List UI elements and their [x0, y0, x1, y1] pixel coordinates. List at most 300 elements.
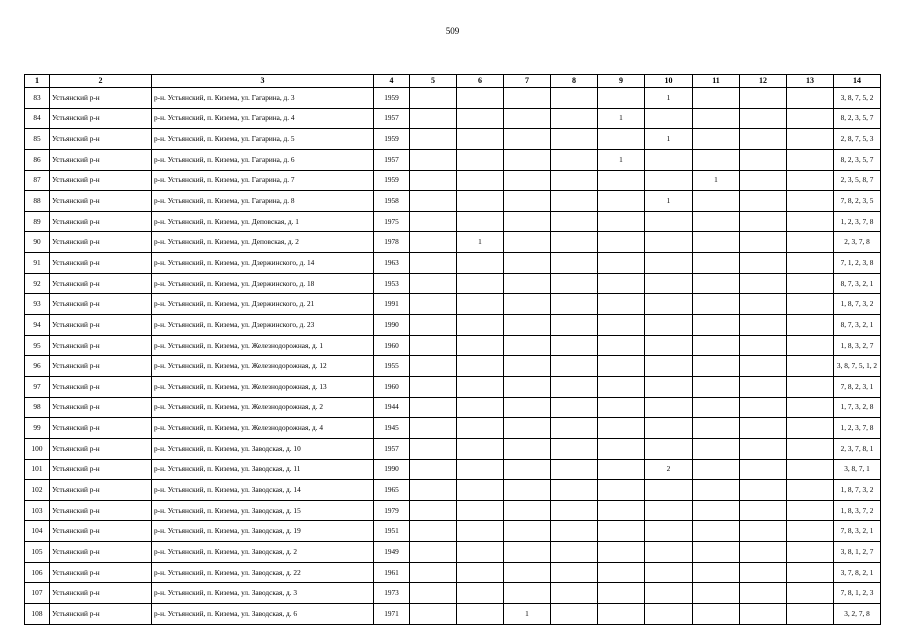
cell-year: 1955 — [374, 356, 410, 377]
cell-col-10 — [645, 170, 693, 191]
cell-col-5 — [410, 418, 457, 439]
cell-col-6 — [457, 108, 504, 129]
cell-codes: 7, 8, 2, 3, 5 — [834, 191, 881, 212]
cell-col-9 — [598, 500, 645, 521]
cell-col-8 — [551, 356, 598, 377]
cell-col-7 — [504, 480, 551, 501]
cell-col-10 — [645, 149, 693, 170]
cell-row-number: 98 — [25, 397, 50, 418]
cell-col-9 — [598, 542, 645, 563]
cell-col-8 — [551, 480, 598, 501]
cell-row-number: 95 — [25, 335, 50, 356]
cell-col-12 — [740, 480, 787, 501]
cell-col-7 — [504, 129, 551, 150]
cell-col-7 — [504, 397, 551, 418]
table-row — [25, 211, 881, 232]
cell-col-7 — [504, 191, 551, 212]
cell-col-13 — [787, 129, 834, 150]
cell-year: 1960 — [374, 376, 410, 397]
cell-col-5 — [410, 356, 457, 377]
cell-address: р-н. Устьянский, п. Кизема, ул. Заводская, д. 22 — [152, 562, 374, 583]
cell-col-5 — [410, 149, 457, 170]
cell-col-5 — [410, 273, 457, 294]
cell-col-11 — [693, 480, 740, 501]
cell-col-6 — [457, 480, 504, 501]
cell-col-11 — [693, 521, 740, 542]
cell-col-9 — [598, 273, 645, 294]
cell-col-10 — [645, 583, 693, 604]
cell-col-13 — [787, 397, 834, 418]
cell-col-6 — [457, 129, 504, 150]
cell-col-11 — [693, 438, 740, 459]
cell-codes: 3, 8, 7, 5, 2 — [834, 88, 881, 109]
cell-address: р-н. Устьянский, п. Кизема, ул. Дзержинского, д. 14 — [152, 253, 374, 274]
cell-row-number: 107 — [25, 583, 50, 604]
cell-col-10 — [645, 376, 693, 397]
cell-row-number: 83 — [25, 88, 50, 109]
cell-col-5 — [410, 480, 457, 501]
cell-col-11 — [693, 88, 740, 109]
cell-col-8 — [551, 88, 598, 109]
cell-col-11 — [693, 604, 740, 625]
cell-codes: 3, 2, 7, 8 — [834, 604, 881, 625]
table-row — [25, 315, 881, 336]
cell-address: р-н. Устьянский, п. Кизема, ул. Дзержинского, д. 21 — [152, 294, 374, 315]
cell-col-10 — [645, 315, 693, 336]
cell-col-8 — [551, 170, 598, 191]
table-row — [25, 418, 881, 439]
cell-col-7 — [504, 211, 551, 232]
cell-col-13 — [787, 108, 834, 129]
cell-col-5 — [410, 232, 457, 253]
cell-col-13 — [787, 88, 834, 109]
cell-col-8 — [551, 315, 598, 336]
cell-col-7 — [504, 542, 551, 563]
cell-col-8 — [551, 273, 598, 294]
column-header-11: 11 — [693, 75, 740, 88]
cell-col-7 — [504, 170, 551, 191]
cell-district: Устьянский р-н — [50, 562, 152, 583]
cell-row-number: 99 — [25, 418, 50, 439]
cell-col-12 — [740, 273, 787, 294]
cell-col-6 — [457, 191, 504, 212]
cell-col-12 — [740, 315, 787, 336]
cell-col-8 — [551, 376, 598, 397]
cell-year: 1961 — [374, 562, 410, 583]
table-row — [25, 500, 881, 521]
cell-col-5 — [410, 191, 457, 212]
cell-year: 1959 — [374, 88, 410, 109]
column-header-1: 1 — [25, 75, 50, 88]
cell-col-9 — [598, 191, 645, 212]
cell-col-13 — [787, 418, 834, 439]
cell-district: Устьянский р-н — [50, 356, 152, 377]
cell-col-11 — [693, 500, 740, 521]
cell-col-12 — [740, 500, 787, 521]
cell-col-9 — [598, 88, 645, 109]
cell-district: Устьянский р-н — [50, 108, 152, 129]
cell-col-12 — [740, 521, 787, 542]
cell-col-10 — [645, 438, 693, 459]
cell-col-11: 1 — [693, 170, 740, 191]
cell-address: р-н. Устьянский, п. Кизема, ул. Заводская, д. 19 — [152, 521, 374, 542]
cell-row-number: 103 — [25, 500, 50, 521]
cell-codes: 2, 8, 7, 5, 3 — [834, 129, 881, 150]
cell-col-13 — [787, 356, 834, 377]
cell-address: р-н. Устьянский, п. Кизема, ул. Гагарина, д. 5 — [152, 129, 374, 150]
cell-col-8 — [551, 604, 598, 625]
cell-col-9: 1 — [598, 108, 645, 129]
cell-col-6 — [457, 273, 504, 294]
cell-col-12 — [740, 335, 787, 356]
cell-col-9 — [598, 356, 645, 377]
cell-codes: 8, 2, 3, 5, 7 — [834, 108, 881, 129]
cell-col-8 — [551, 191, 598, 212]
cell-col-6 — [457, 542, 504, 563]
cell-col-11 — [693, 583, 740, 604]
cell-col-5 — [410, 253, 457, 274]
cell-col-5 — [410, 211, 457, 232]
cell-col-10 — [645, 397, 693, 418]
cell-row-number: 91 — [25, 253, 50, 274]
cell-year: 1957 — [374, 149, 410, 170]
cell-col-6 — [457, 397, 504, 418]
cell-col-12 — [740, 170, 787, 191]
cell-codes: 1, 2, 3, 7, 8 — [834, 211, 881, 232]
cell-year: 1963 — [374, 253, 410, 274]
cell-col-12 — [740, 253, 787, 274]
cell-district: Устьянский р-н — [50, 315, 152, 336]
cell-address: р-н. Устьянский, п. Кизема, ул. Дзержинского, д. 18 — [152, 273, 374, 294]
cell-col-7 — [504, 356, 551, 377]
cell-col-13 — [787, 211, 834, 232]
cell-district: Устьянский р-н — [50, 521, 152, 542]
cell-col-6 — [457, 356, 504, 377]
cell-col-11 — [693, 315, 740, 336]
cell-col-11 — [693, 397, 740, 418]
cell-district: Устьянский р-н — [50, 583, 152, 604]
cell-district: Устьянский р-н — [50, 480, 152, 501]
cell-col-11 — [693, 211, 740, 232]
cell-col-9 — [598, 335, 645, 356]
cell-col-13 — [787, 583, 834, 604]
cell-address: р-н. Устьянский, п. Кизема, ул. Железнодорожная, д. 12 — [152, 356, 374, 377]
cell-col-6 — [457, 335, 504, 356]
cell-col-12 — [740, 418, 787, 439]
cell-col-9 — [598, 170, 645, 191]
cell-col-9 — [598, 604, 645, 625]
cell-address: р-н. Устьянский, п. Кизема, ул. Гагарина, д. 3 — [152, 88, 374, 109]
cell-row-number: 94 — [25, 315, 50, 336]
cell-col-8 — [551, 418, 598, 439]
cell-col-9: 1 — [598, 149, 645, 170]
cell-col-10 — [645, 232, 693, 253]
cell-col-13 — [787, 562, 834, 583]
cell-col-12 — [740, 108, 787, 129]
cell-col-12 — [740, 376, 787, 397]
column-header-9: 9 — [598, 75, 645, 88]
cell-col-11 — [693, 232, 740, 253]
cell-col-13 — [787, 459, 834, 480]
cell-codes: 3, 8, 7, 5, 1, 2 — [834, 356, 881, 377]
cell-col-6 — [457, 170, 504, 191]
cell-col-12 — [740, 211, 787, 232]
table-row — [25, 129, 881, 150]
cell-codes: 8, 7, 3, 2, 1 — [834, 315, 881, 336]
cell-col-6 — [457, 604, 504, 625]
cell-col-11 — [693, 418, 740, 439]
cell-address: р-н. Устьянский, п. Кизема, ул. Железнодорожная, д. 13 — [152, 376, 374, 397]
cell-row-number: 92 — [25, 273, 50, 294]
cell-col-5 — [410, 170, 457, 191]
cell-col-8 — [551, 211, 598, 232]
cell-col-12 — [740, 397, 787, 418]
cell-address: р-н. Устьянский, п. Кизема, ул. Заводская, д. 11 — [152, 459, 374, 480]
cell-year: 1951 — [374, 521, 410, 542]
cell-year: 1958 — [374, 191, 410, 212]
column-header-8: 8 — [551, 75, 598, 88]
cell-col-10 — [645, 253, 693, 274]
cell-col-13 — [787, 604, 834, 625]
cell-col-11 — [693, 129, 740, 150]
cell-col-9 — [598, 459, 645, 480]
cell-col-7 — [504, 459, 551, 480]
cell-col-11 — [693, 108, 740, 129]
cell-col-8 — [551, 108, 598, 129]
cell-col-12 — [740, 294, 787, 315]
cell-col-13 — [787, 253, 834, 274]
cell-address: р-н. Устьянский, п. Кизема, ул. Гагарина, д. 7 — [152, 170, 374, 191]
cell-codes: 8, 7, 3, 2, 1 — [834, 273, 881, 294]
table-row — [25, 480, 881, 501]
cell-address: р-н. Устьянский, п. Кизема, ул. Железнодорожная, д. 4 — [152, 418, 374, 439]
cell-district: Устьянский р-н — [50, 211, 152, 232]
cell-col-12 — [740, 88, 787, 109]
cell-col-10 — [645, 335, 693, 356]
cell-address: р-н. Устьянский, п. Кизема, ул. Железнодорожная, д. 2 — [152, 397, 374, 418]
cell-col-11 — [693, 294, 740, 315]
cell-col-12 — [740, 232, 787, 253]
cell-col-7 — [504, 376, 551, 397]
table-row — [25, 604, 881, 625]
cell-col-6 — [457, 315, 504, 336]
cell-year: 1965 — [374, 480, 410, 501]
table-row — [25, 335, 881, 356]
table-row — [25, 542, 881, 563]
cell-col-13 — [787, 232, 834, 253]
table-row — [25, 253, 881, 274]
cell-col-6 — [457, 376, 504, 397]
cell-district: Устьянский р-н — [50, 459, 152, 480]
cell-col-5 — [410, 397, 457, 418]
cell-year: 1959 — [374, 170, 410, 191]
cell-col-6 — [457, 438, 504, 459]
cell-col-11 — [693, 459, 740, 480]
cell-col-12 — [740, 542, 787, 563]
cell-col-11 — [693, 356, 740, 377]
cell-col-7 — [504, 315, 551, 336]
table-row — [25, 232, 881, 253]
cell-col-10 — [645, 294, 693, 315]
cell-col-7 — [504, 335, 551, 356]
cell-col-9 — [598, 418, 645, 439]
cell-district: Устьянский р-н — [50, 170, 152, 191]
cell-district: Устьянский р-н — [50, 149, 152, 170]
cell-col-8 — [551, 459, 598, 480]
cell-col-7 — [504, 521, 551, 542]
cell-codes: 2, 3, 7, 8 — [834, 232, 881, 253]
cell-col-10 — [645, 273, 693, 294]
cell-address: р-н. Устьянский, п. Кизема, ул. Гагарина, д. 4 — [152, 108, 374, 129]
cell-codes: 3, 8, 1, 2, 7 — [834, 542, 881, 563]
cell-col-5 — [410, 438, 457, 459]
table-row — [25, 108, 881, 129]
cell-col-12 — [740, 438, 787, 459]
cell-district: Устьянский р-н — [50, 253, 152, 274]
cell-col-8 — [551, 294, 598, 315]
cell-col-5 — [410, 335, 457, 356]
cell-col-7 — [504, 108, 551, 129]
cell-col-7 — [504, 562, 551, 583]
cell-year: 1949 — [374, 542, 410, 563]
cell-col-8 — [551, 149, 598, 170]
cell-codes: 1, 8, 3, 2, 7 — [834, 335, 881, 356]
cell-col-8 — [551, 129, 598, 150]
cell-row-number: 102 — [25, 480, 50, 501]
cell-col-11 — [693, 149, 740, 170]
cell-codes: 1, 8, 3, 7, 2 — [834, 500, 881, 521]
cell-col-6 — [457, 459, 504, 480]
table-row — [25, 88, 881, 109]
cell-col-7 — [504, 418, 551, 439]
cell-address: р-н. Устьянский, п. Кизема, ул. Заводская, д. 15 — [152, 500, 374, 521]
column-header-4: 4 — [374, 75, 410, 88]
cell-codes: 2, 3, 5, 8, 7 — [834, 170, 881, 191]
cell-year: 1957 — [374, 108, 410, 129]
cell-col-6 — [457, 562, 504, 583]
cell-district: Устьянский р-н — [50, 88, 152, 109]
cell-year: 1973 — [374, 583, 410, 604]
cell-col-5 — [410, 604, 457, 625]
cell-district: Устьянский р-н — [50, 418, 152, 439]
table-row — [25, 583, 881, 604]
cell-col-10 — [645, 418, 693, 439]
cell-district: Устьянский р-н — [50, 397, 152, 418]
cell-col-9 — [598, 562, 645, 583]
cell-col-13 — [787, 149, 834, 170]
cell-codes: 1, 2, 3, 7, 8 — [834, 418, 881, 439]
table-body — [25, 88, 881, 625]
cell-col-8 — [551, 438, 598, 459]
cell-year: 1971 — [374, 604, 410, 625]
cell-address: р-н. Устьянский, п. Кизема, ул. Гагарина, д. 6 — [152, 149, 374, 170]
cell-district: Устьянский р-н — [50, 232, 152, 253]
cell-col-5 — [410, 315, 457, 336]
cell-district: Устьянский р-н — [50, 542, 152, 563]
table-header-row — [25, 75, 881, 88]
cell-district: Устьянский р-н — [50, 335, 152, 356]
cell-col-11 — [693, 273, 740, 294]
cell-address: р-н. Устьянский, п. Кизема, ул. Заводская, д. 6 — [152, 604, 374, 625]
cell-row-number: 87 — [25, 170, 50, 191]
cell-col-12 — [740, 149, 787, 170]
cell-year: 1991 — [374, 294, 410, 315]
cell-col-8 — [551, 335, 598, 356]
table-row — [25, 376, 881, 397]
cell-col-11 — [693, 562, 740, 583]
cell-col-12 — [740, 129, 787, 150]
column-header-3: 3 — [152, 75, 374, 88]
cell-address: р-н. Устьянский, п. Кизема, ул. Железнодорожная, д. 1 — [152, 335, 374, 356]
cell-row-number: 105 — [25, 542, 50, 563]
cell-col-8 — [551, 253, 598, 274]
cell-col-13 — [787, 542, 834, 563]
cell-col-8 — [551, 542, 598, 563]
cell-col-8 — [551, 232, 598, 253]
cell-year: 1990 — [374, 315, 410, 336]
cell-col-13 — [787, 335, 834, 356]
cell-col-13 — [787, 191, 834, 212]
cell-row-number: 100 — [25, 438, 50, 459]
cell-address: р-н. Устьянский, п. Кизема, ул. Заводская, д. 14 — [152, 480, 374, 501]
table-row — [25, 273, 881, 294]
cell-col-6 — [457, 88, 504, 109]
cell-col-13 — [787, 480, 834, 501]
cell-col-13 — [787, 438, 834, 459]
cell-col-7 — [504, 500, 551, 521]
cell-col-6 — [457, 211, 504, 232]
table-row — [25, 149, 881, 170]
cell-col-7: 1 — [504, 604, 551, 625]
cell-col-11 — [693, 335, 740, 356]
table-row — [25, 356, 881, 377]
cell-codes: 3, 7, 8, 2, 1 — [834, 562, 881, 583]
cell-row-number: 89 — [25, 211, 50, 232]
cell-col-5 — [410, 108, 457, 129]
cell-year: 1990 — [374, 459, 410, 480]
cell-year: 1957 — [374, 438, 410, 459]
cell-col-12 — [740, 562, 787, 583]
cell-col-9 — [598, 253, 645, 274]
cell-col-12 — [740, 583, 787, 604]
cell-row-number: 90 — [25, 232, 50, 253]
cell-codes: 7, 1, 2, 3, 8 — [834, 253, 881, 274]
cell-codes: 7, 8, 1, 2, 3 — [834, 583, 881, 604]
cell-col-9 — [598, 315, 645, 336]
cell-address: р-н. Устьянский, п. Кизема, ул. Заводская, д. 2 — [152, 542, 374, 563]
cell-col-8 — [551, 562, 598, 583]
cell-col-8 — [551, 397, 598, 418]
cell-codes: 2, 3, 7, 8, 1 — [834, 438, 881, 459]
column-header-5: 5 — [410, 75, 457, 88]
cell-col-9 — [598, 583, 645, 604]
cell-col-12 — [740, 604, 787, 625]
cell-col-10 — [645, 542, 693, 563]
cell-col-10 — [645, 108, 693, 129]
cell-col-5 — [410, 459, 457, 480]
cell-col-7 — [504, 438, 551, 459]
cell-col-9 — [598, 397, 645, 418]
cell-col-8 — [551, 583, 598, 604]
cell-district: Устьянский р-н — [50, 604, 152, 625]
cell-col-13 — [787, 315, 834, 336]
cell-col-12 — [740, 459, 787, 480]
cell-col-7 — [504, 253, 551, 274]
cell-col-9 — [598, 294, 645, 315]
cell-codes: 1, 8, 7, 3, 2 — [834, 480, 881, 501]
page-number: 509 — [445, 26, 460, 36]
cell-col-10: 1 — [645, 88, 693, 109]
